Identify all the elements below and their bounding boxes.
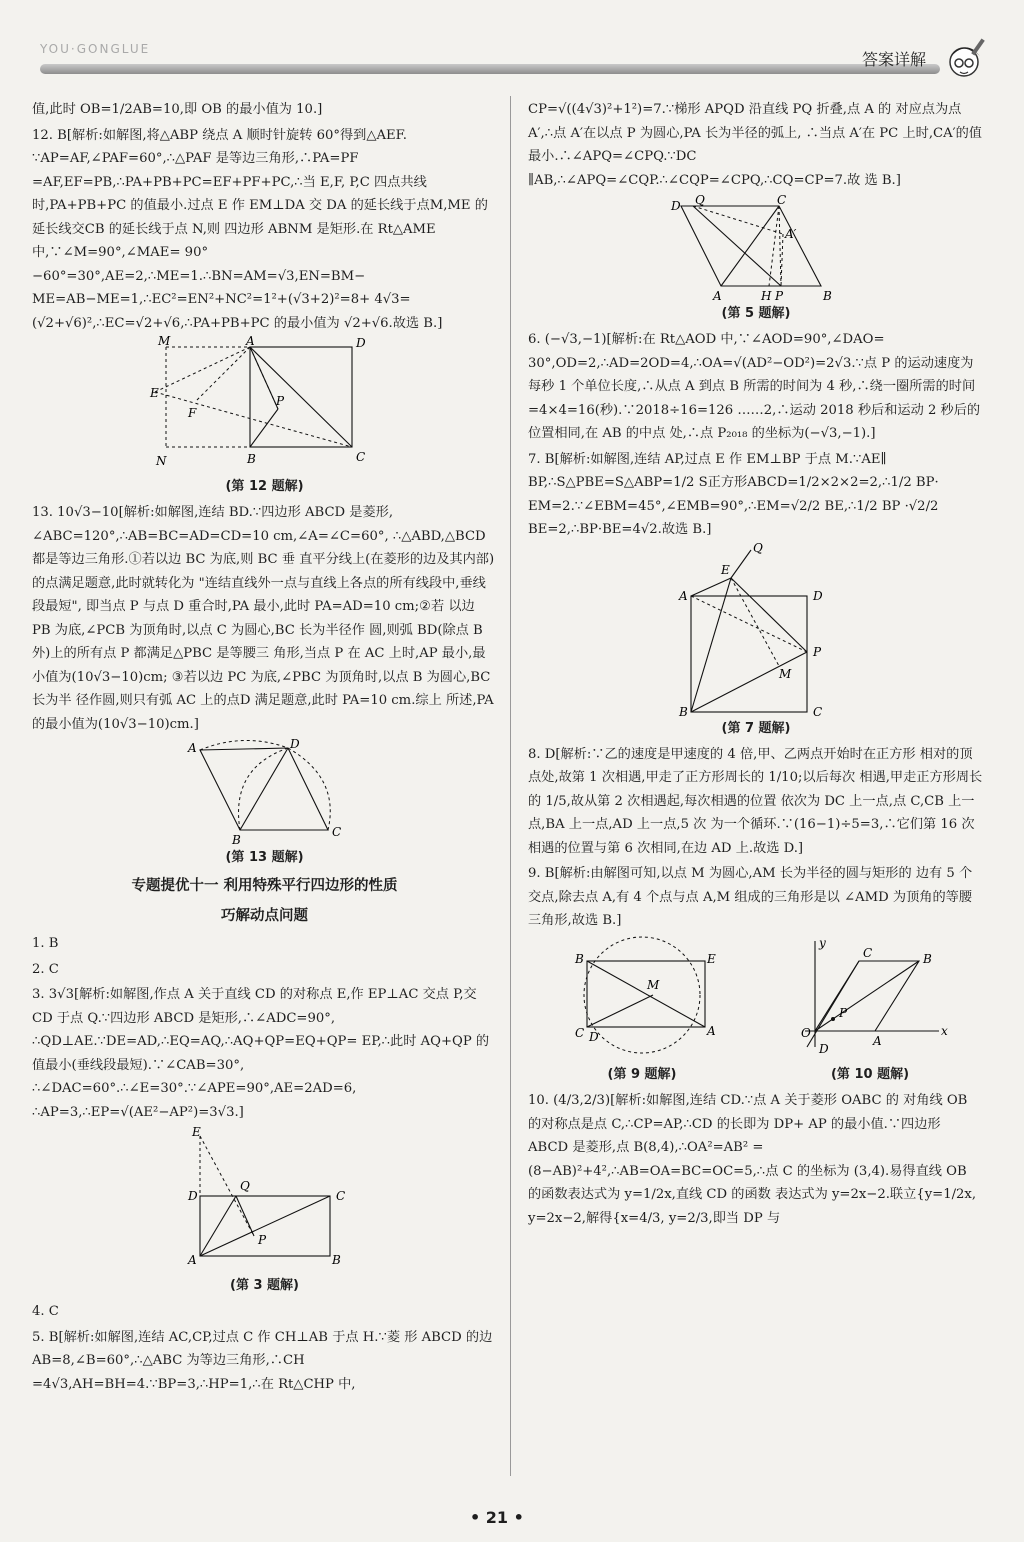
svg-text:C: C	[355, 450, 365, 464]
left-intro: 值,此时 OB=1/2AB=10,即 OB 的最小值为 10.]	[32, 102, 323, 117]
figure-10-wrap	[795, 935, 948, 1090]
svg-text:E: E	[191, 1125, 201, 1139]
svg-text:B: B	[923, 951, 932, 966]
svg-text:Q: Q	[695, 193, 705, 207]
svg-text:M: M	[157, 334, 170, 348]
page-number: • 21 •	[470, 1508, 524, 1527]
svg-text:A: A	[245, 334, 255, 348]
svg-text:D: D	[187, 1189, 198, 1203]
svg-text:B: B	[331, 1253, 341, 1267]
answer-13: 13. 10√3−10[解析:如解图,连结 BD.∵四边形 ABCD 是菱形, ∠ABC=120°,∴AB=BC=AD=CD=10 cm,∠A=∠C=60°, ∴△ABD,△BCD 都是等边三角形.①若以边 BC 为底,则 BC 垂 直平分线上(在菱形的边及其内部)的点满足题意,此时就转化为 "连结直线外一点与直线上各点的所有线段中,垂线段最短", 即当点 P 与点 D 重合时,PA 最小,此时 PA=AD=10 cm;②若 以边 PB 为底,∠PCB 为顶角时,以点 C 为圆心,BC 长为半径作 圆,则弧 BD(除点 B 外)上的所有点 P 都满足△PBC 是等腰三 角形,当点 P 在 AC 上时,AP 最小,最小值为(10√3−10)cm; ③若以边 PC 为底,∠PBC 为顶角时,以点 B 为圆心,BC 长为半 径作圆,则只有弧 AC 上的点D 满足题意,此时 PA=10 cm.综上 所述,PA 的最小值为(10√3−10)cm.]	[32, 505, 495, 732]
figure-7	[671, 540, 841, 719]
figure-13	[180, 738, 350, 848]
right-column	[528, 98, 984, 1232]
answer-4: 4. C	[32, 1304, 59, 1319]
caption-3: (第 3 题解)	[230, 1278, 299, 1293]
left-column	[32, 98, 497, 1398]
svg-text:y: y	[819, 935, 826, 950]
figures-9-10	[528, 937, 984, 1090]
figure-9	[567, 937, 717, 1057]
svg-text:A′: A′	[785, 227, 797, 241]
svg-text:A: A	[187, 741, 197, 755]
answer-3: 3. 3√3[解析:如解图,作点 A 关于直线 CD 的对称点 E,作 EP⊥AC 交点 P,交 CD 于点 Q.∵四边形 ABCD 是矩形,∴∠ADC=90°, ∴QD⊥AE.∵DE=AD,∴EQ=AQ,∴AQ+QP=EQ+QP= EP,∴此时 AQ+QP 的值最小(垂线段最短).∵∠CAB=30°, ∴∠DAC=60°.∴∠E=30°.∵∠APE=90°,AE=2AD=6, ∴AP=3,∴EP=√(AE²−AP²)=3√3.]	[32, 987, 490, 1120]
svg-text:B: B	[231, 833, 241, 847]
svg-text:A: A	[707, 1023, 716, 1038]
header-brand: YOU·GONGLUE	[40, 42, 151, 56]
answer-8: 8. D[解析:∵乙的速度是甲速度的 4 倍,甲、乙两点开始时在正方形 相对的顶点处,故第 1 次相遇,甲走了正方形周长的 1/10;以后每次 相遇,甲走正方形周长的 1/5,故从第 2 次相遇起,每次相遇的位置 依次为 DC 上一点,点 C,CB 上一点,BA 上一点,AD 上一点,5 次 为一个循环.∵(16−1)÷5=3,∴它们第 16 次相遇的位置与第 6 次相同,在边 AD 上.故选 D.]	[528, 746, 983, 856]
svg-text:D: D	[819, 1041, 829, 1056]
answer-9: 9. B[解析:由解图可知,以点 M 为圆心,AM 长为半径的圆与矩形的 边有 5 个交点,除去点 A,有 4 个点与点 A,M 组成的三角形是以 ∠AMD 为顶角的等腰三角形,故选 B.]	[528, 866, 973, 928]
svg-text:O: O	[801, 1025, 811, 1040]
svg-text:M: M	[647, 977, 660, 992]
svg-text:D: D	[355, 336, 366, 350]
svg-text:E: E	[149, 386, 159, 400]
svg-text:P: P	[839, 1005, 848, 1020]
svg-text:B: B	[679, 704, 688, 719]
svg-text:E: E	[707, 951, 716, 966]
caption-7: (第 7 题解)	[721, 720, 791, 736]
figure-12	[149, 334, 380, 477]
svg-text:N: N	[155, 454, 166, 468]
caption-5: (第 5 题解)	[721, 306, 791, 321]
svg-text:D: D	[671, 199, 681, 213]
svg-text:C: C	[331, 825, 341, 839]
svg-text:E: E	[721, 562, 730, 577]
answer-2: 2. C	[32, 961, 59, 977]
svg-text:x: x	[941, 1023, 948, 1038]
svg-text:P: P	[775, 289, 784, 303]
svg-text:A: A	[873, 1033, 882, 1048]
figure-5	[671, 194, 841, 304]
svg-text:F: F	[187, 406, 196, 420]
svg-text:Q: Q	[239, 1179, 250, 1193]
svg-text:B: B	[246, 452, 256, 466]
answer-5-continued: CP=√((4√3)²+1²)=7.∵梯形 APQD 沿直线 PQ 折叠,点 A 的 对应点为点 A′,∴点 A′在以点 P 为圆心,PA 长为半径的弧上, ∴当点 A′在 PC 上时,CA′的值最小.∴∠APQ=∠CPQ.∵DC ∥AB,∴∠APQ=∠CQP.∴∠CQP=∠CPQ,∴CQ=CP=7.故 选 B.]	[528, 102, 982, 188]
svg-text:C: C	[575, 1025, 585, 1040]
header-bar	[40, 64, 940, 74]
answer-10: 10. (4/3,2/3)[解析:如解图,连结 CD.∵点 A 关于菱形 OABC 的 对角线 OB 的对称点是点 C,∴CP=AP,∴CD 的长即为 DP+ AP 的最小值.∵四边形 ABCD 是菱形,点 B(8,4),∴OA²=AB² =(8−AB)²+4²,∴AB=OA=BC=OC=5,∴点 C 的坐标为 (3,4).易得直线 OB 的函数表达式为 y=1/2x,直线 CD 的函数 表达式为 y=2x−2.联立{y=1/2x, y=2x−2,解得{x=4/3, y=2/3,即当 DP 与	[528, 1093, 977, 1226]
svg-text:A: A	[187, 1253, 197, 1267]
svg-text:B: B	[575, 951, 584, 966]
caption-10: (第 10 题解)	[830, 1067, 910, 1082]
answer-5: 5. B[解析:如解图,连结 AC,CP,过点 C 作 CH⊥AB 于点 H.∵菱 形 ABCD 的边 AB=8,∠B=60°,∴△ABC 为等边三角形,∴CH =4√3,AH=BH=4.∵BP=3,∴HP=1,∴在 Rt△CHP 中,	[32, 1329, 493, 1392]
svg-text:D: D	[289, 737, 300, 751]
answer-6: 6. (−√3,−1)[解析:在 Rt△AOD 中,∵∠AOD=90°,∠DAO= 30°,OD=2,∴AD=2OD=4,∴OA=√(AD²−OD²)=2√3.∵点 P 的运动速度为每秒 1 个单位长度,∴从点 A 到点 B 所需的时间为 4 秒,∴绕一圈所需的时间=4×4=16(秒).∵2018÷16=126 ……2,∴运动 2018 秒后和运动 2 秒后的位置相同,在 AB 的中点 处,∴点 P₂₀₁₈ 的坐标为(−√3,−1).]	[528, 332, 981, 441]
answer-12: 12. B[解析:如解图,将△ABP 绕点 A 顺时针旋转 60°得到△AEF. ∵AP=AF,∠PAF=60°,∴△PAF 是等边三角形,∴PA=PF =AF,EF=PB,∴PA+PB+PC=EF+PF+PC,∴当 E,F, P,C 四点共线时,PA+PB+PC 的值最小.过点 E 作 EM⊥DA 交 DA 的延长线于点M,ME 的延长线交CB 的延长线于点 N,则 四边形 ABNM 是矩形.在 Rt△AME 中,∵∠M=90°,∠MAE= 90°−60°=30°,AE=2,∴ME=1.∴BN=AM=√3,EN=BM− ME=AB−ME=1,∴EC²=EN²+NC²=1²+(√3+2)²=8+ 4√3=(√2+√6)²,∴EC=√2+√6,∴PA+PB+PC 的最小值为 √2+√6.故选 B.]	[32, 127, 488, 331]
svg-text:P: P	[257, 1233, 266, 1247]
svg-text:H: H	[761, 289, 772, 303]
answer-7: 7. B[解析:如解图,连结 AP,过点 E 作 EM⊥BP 于点 M.∵AE∥ BP,∴S△PBE=S△ABP=1/2 S正方形ABCD=1/2×2×2=2,∴1/2 BP· EM=2.∵∠EBM=45°,∠EMB=90°,∴EM=√2/2 BE,∴1/2 BP ·√2/2 BE=2,∴BP·BE=4√2.故选 B.]	[528, 451, 939, 537]
svg-text:A: A	[679, 588, 688, 603]
caption-9: (第 9 题解)	[607, 1067, 677, 1082]
svg-text:P: P	[813, 644, 822, 659]
figure-9-wrap	[567, 937, 717, 1090]
figure-10	[795, 935, 948, 1057]
svg-text:D: D	[813, 588, 823, 603]
svg-text:D: D	[589, 1029, 599, 1044]
mascot-icon	[940, 36, 992, 84]
svg-text:C: C	[777, 193, 787, 207]
svg-text:P: P	[275, 394, 284, 408]
svg-text:M: M	[779, 666, 792, 681]
caption-13: (第 13 题解)	[225, 850, 304, 865]
svg-text:C: C	[813, 704, 823, 719]
caption-12: (第 12 题解)	[225, 479, 304, 494]
answer-1: 1. B	[32, 936, 59, 951]
section-title: 专题提优十一 利用特殊平行四边形的性质	[131, 878, 398, 894]
section-subtitle: 巧解动点问题	[221, 908, 308, 924]
figure-3	[180, 1126, 350, 1276]
svg-text:Q: Q	[753, 540, 763, 555]
svg-text:A: A	[713, 289, 722, 303]
svg-text:C: C	[335, 1189, 345, 1203]
header-title: 答案详解	[862, 50, 927, 69]
svg-text:C: C	[863, 945, 873, 960]
column-divider	[510, 96, 511, 1476]
svg-text:B: B	[823, 289, 832, 303]
